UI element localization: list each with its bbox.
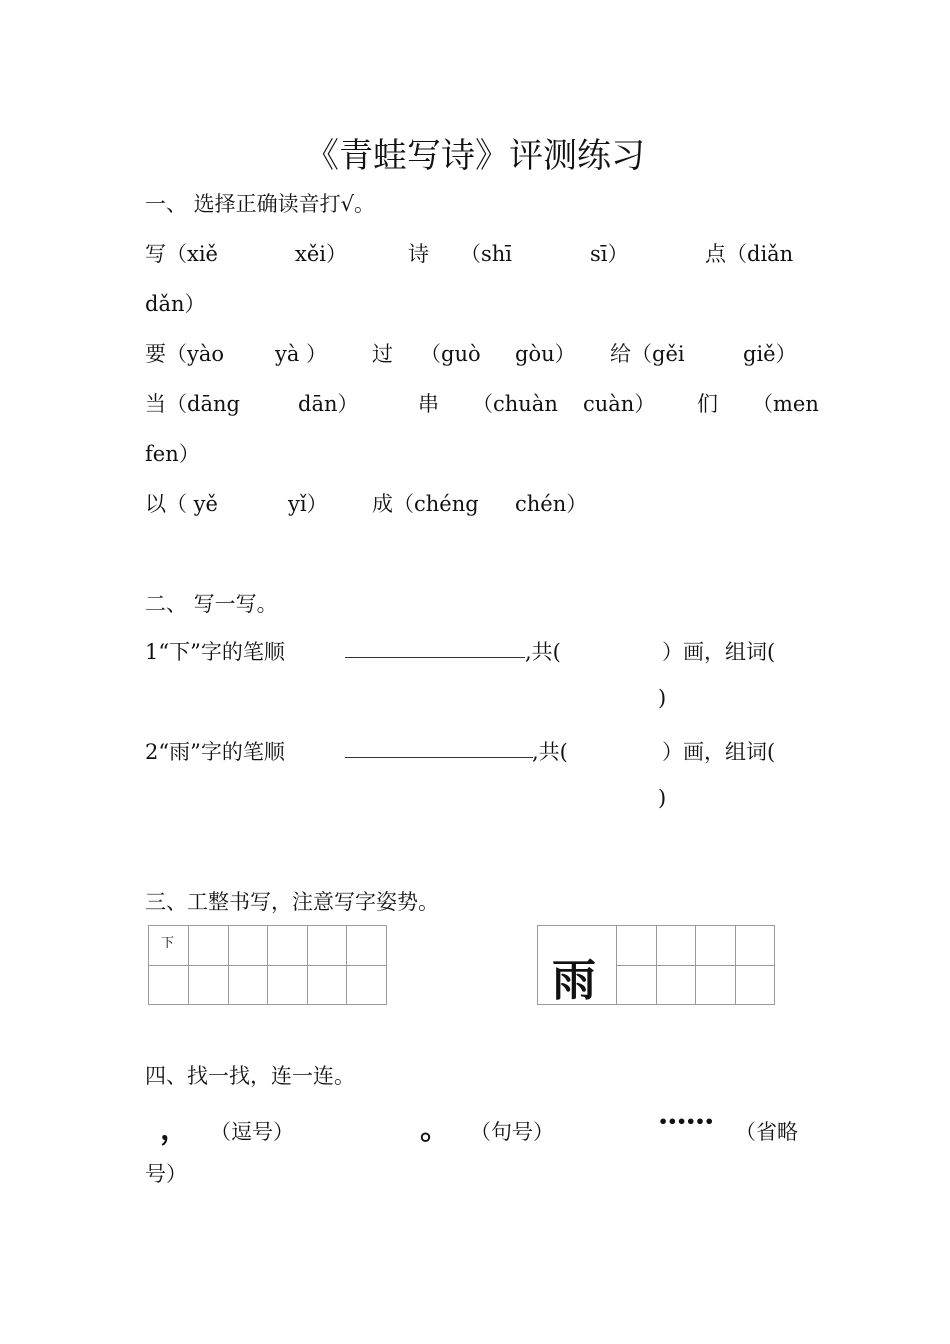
section3-heading: 三、工整书写，注意写字姿势。: [145, 890, 439, 914]
row6-d: chén）: [515, 492, 588, 516]
row4-f: 们: [697, 392, 718, 416]
ellipsis-label[interactable]: （省略: [735, 1120, 798, 1144]
row6-b: yǐ）: [288, 492, 328, 516]
row6-c: 成（chéng: [372, 492, 479, 516]
row4-d: （chuàn: [472, 392, 558, 416]
item2-mid: ,共(: [532, 740, 568, 764]
row4-c: 串: [418, 392, 439, 416]
row4-g: （men: [752, 392, 819, 416]
writing-grid-1[interactable]: [148, 925, 387, 1005]
row3-a: 要（yào: [145, 342, 225, 366]
comma-mark[interactable]: ，: [160, 1112, 190, 1147]
row3-g: giě）: [743, 342, 797, 366]
item1-tail: ）画，组词(: [662, 640, 776, 664]
row3-b: yà ）: [275, 342, 328, 366]
ellipsis-mark[interactable]: ••••••: [658, 1112, 714, 1131]
row1-a: 写（xiě: [145, 242, 218, 266]
writing-grid-2[interactable]: [537, 925, 775, 1005]
row1-f: 点（diǎn: [705, 242, 794, 266]
page-title: 《青蛙写诗》评测练习: [305, 136, 645, 176]
item1-mid: ,共(: [525, 640, 561, 664]
row3-c: 过: [372, 342, 393, 366]
row1-c: 诗: [408, 242, 429, 266]
row2-a: dǎn）: [145, 292, 206, 316]
ellipsis-label-cont: 号）: [145, 1162, 187, 1186]
item1-close: ): [658, 686, 667, 710]
row4-a: 当（dāng: [145, 392, 240, 416]
item1-prefix: 1“下”字的笔顺: [145, 640, 285, 664]
row4-b: dān）: [298, 392, 359, 416]
row5-a: fen）: [145, 442, 200, 466]
row1-e: sī）: [590, 242, 629, 266]
item1-blank[interactable]: [345, 657, 525, 658]
sample-char-yu: 雨: [552, 955, 596, 1006]
row1-d: （shī: [460, 242, 513, 266]
section4-heading: 四、找一找，连一连。: [145, 1064, 355, 1088]
row3-d: （guò: [420, 342, 481, 366]
item2-close: ): [658, 786, 667, 810]
comma-label[interactable]: （逗号）: [210, 1120, 294, 1144]
section2-heading: 二、 写一写。: [145, 592, 278, 616]
row3-f: 给（gěi: [610, 342, 685, 366]
item2-tail: ）画，组词(: [662, 740, 776, 764]
item2-blank[interactable]: [345, 757, 533, 758]
row3-e: gòu）: [515, 342, 576, 366]
row4-e: cuàn）: [583, 392, 656, 416]
sample-char-xia: 下: [161, 936, 175, 951]
period-mark[interactable]: 。: [420, 1112, 450, 1147]
item2-prefix: 2“雨”字的笔顺: [145, 740, 285, 764]
row1-b: xěi）: [295, 242, 347, 266]
row6-a: 以（ yě: [145, 492, 218, 516]
section1-heading: 一、 选择正确读音打√。: [145, 192, 376, 216]
period-label[interactable]: （句号）: [470, 1120, 554, 1144]
